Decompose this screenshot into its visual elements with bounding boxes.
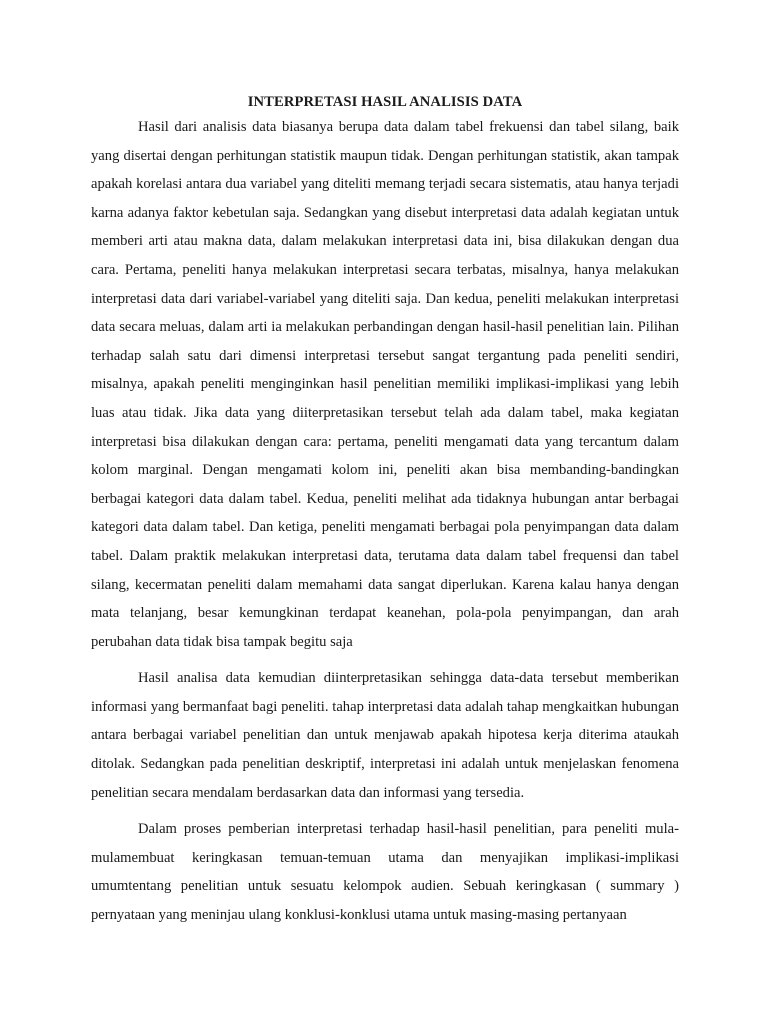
document-title: INTERPRETASI HASIL ANALISIS DATA <box>247 94 523 110</box>
paragraph-2: Hasil analisa data kemudian diinterpretasikan sehingga data-data tersebut memberikan informasi yang bermanfaat bagi peneliti. tahap interpretasi data adalah tahap mengkaitkan hubungan antara berbagai variabel penelitian dan untuk menjawab apakah hipotesa kerja diterima ataukah ditolak. Sedangkan pada penelitian deskriptif, interpretasi ini adalah untuk menjelaskan fenomena penelitian secara mendalam berdasarkan data dan informasi yang tersedia. <box>91 670 679 801</box>
document-page <box>91 92 679 938</box>
paragraph-3: Dalam proses pemberian interpretasi terhadap hasil-hasil penelitian, para peneliti mula-mulamembuat keringkasan temuan-temuan utama dan menyajikan implikasi-implikasi umumtentang penelitian untuk sesuatu kelompok audien. Sebuah keringkasan ( summary ) pernyataan yang meninjau ulang konklusi-konklusi utama untuk masing-masing pertanyaan <box>91 821 679 924</box>
paragraph-1: Hasil dari analisis data biasanya berupa data dalam tabel frekuensi dan tabel silang, baik yang disertai dengan perhitungan statistik maupun tidak. Dengan perhitungan statistik, akan tampak apakah korelasi antara dua variabel yang diteliti memang terjadi secara sistematis, atau hanya terjadi karna adanya faktor kebetulan saja. Sedangkan yang disebut interpretasi data adalah kegiatan untuk memberi arti atau makna data, dalam melakukan interpretasi data ini, bisa dilakukan dengan dua cara. Pertama, peneliti hanya melakukan interpretasi secara terbatas, misalnya, hanya melakukan interpretasi data dari variabel-variabel yang diteliti saja. Dan kedua, peneliti melakukan interpretasi data secara meluas, dalam arti ia melakukan perbandingan dengan hasil-hasil penelitian lain. Pilihan terhadap salah satu dari dimensi interpretasi tersebut sangat tergantung pada peneliti sendiri, misalnya, apakah peneliti menginginkan hasil penelitian memiliki implikasi-implikasi yang lebih luas atau tidak. Jika data yang diiterpretasikan tersebut telah ada dalam tabel, maka kegiatan interpretasi bisa dilakukan dengan cara: pertama, peneliti mengamati data yang tercantum dalam kolom marginal. Dengan mengamati kolom ini, peneliti akan bisa membanding-bandingkan berbagai kategori data dalam tabel. Kedua, peneliti melihat ada tidaknya hubungan antar berbagai kategori data dalam tabel. Dan ketiga, peneliti mengamati berbagai pola penyimpangan data dalam tabel. Dalam praktik melakukan interpretasi data, terutama data dalam tabel frequensi dan tabel silang, kecermatan peneliti dalam memahami data sangat diperlukan. Karena kalau hanya dengan mata telanjang, besar kemungkinan terdapat keanehan, pola-pola penyimpangan, dan arah perubahan data tidak bisa tampak begitu saja <box>91 119 679 650</box>
